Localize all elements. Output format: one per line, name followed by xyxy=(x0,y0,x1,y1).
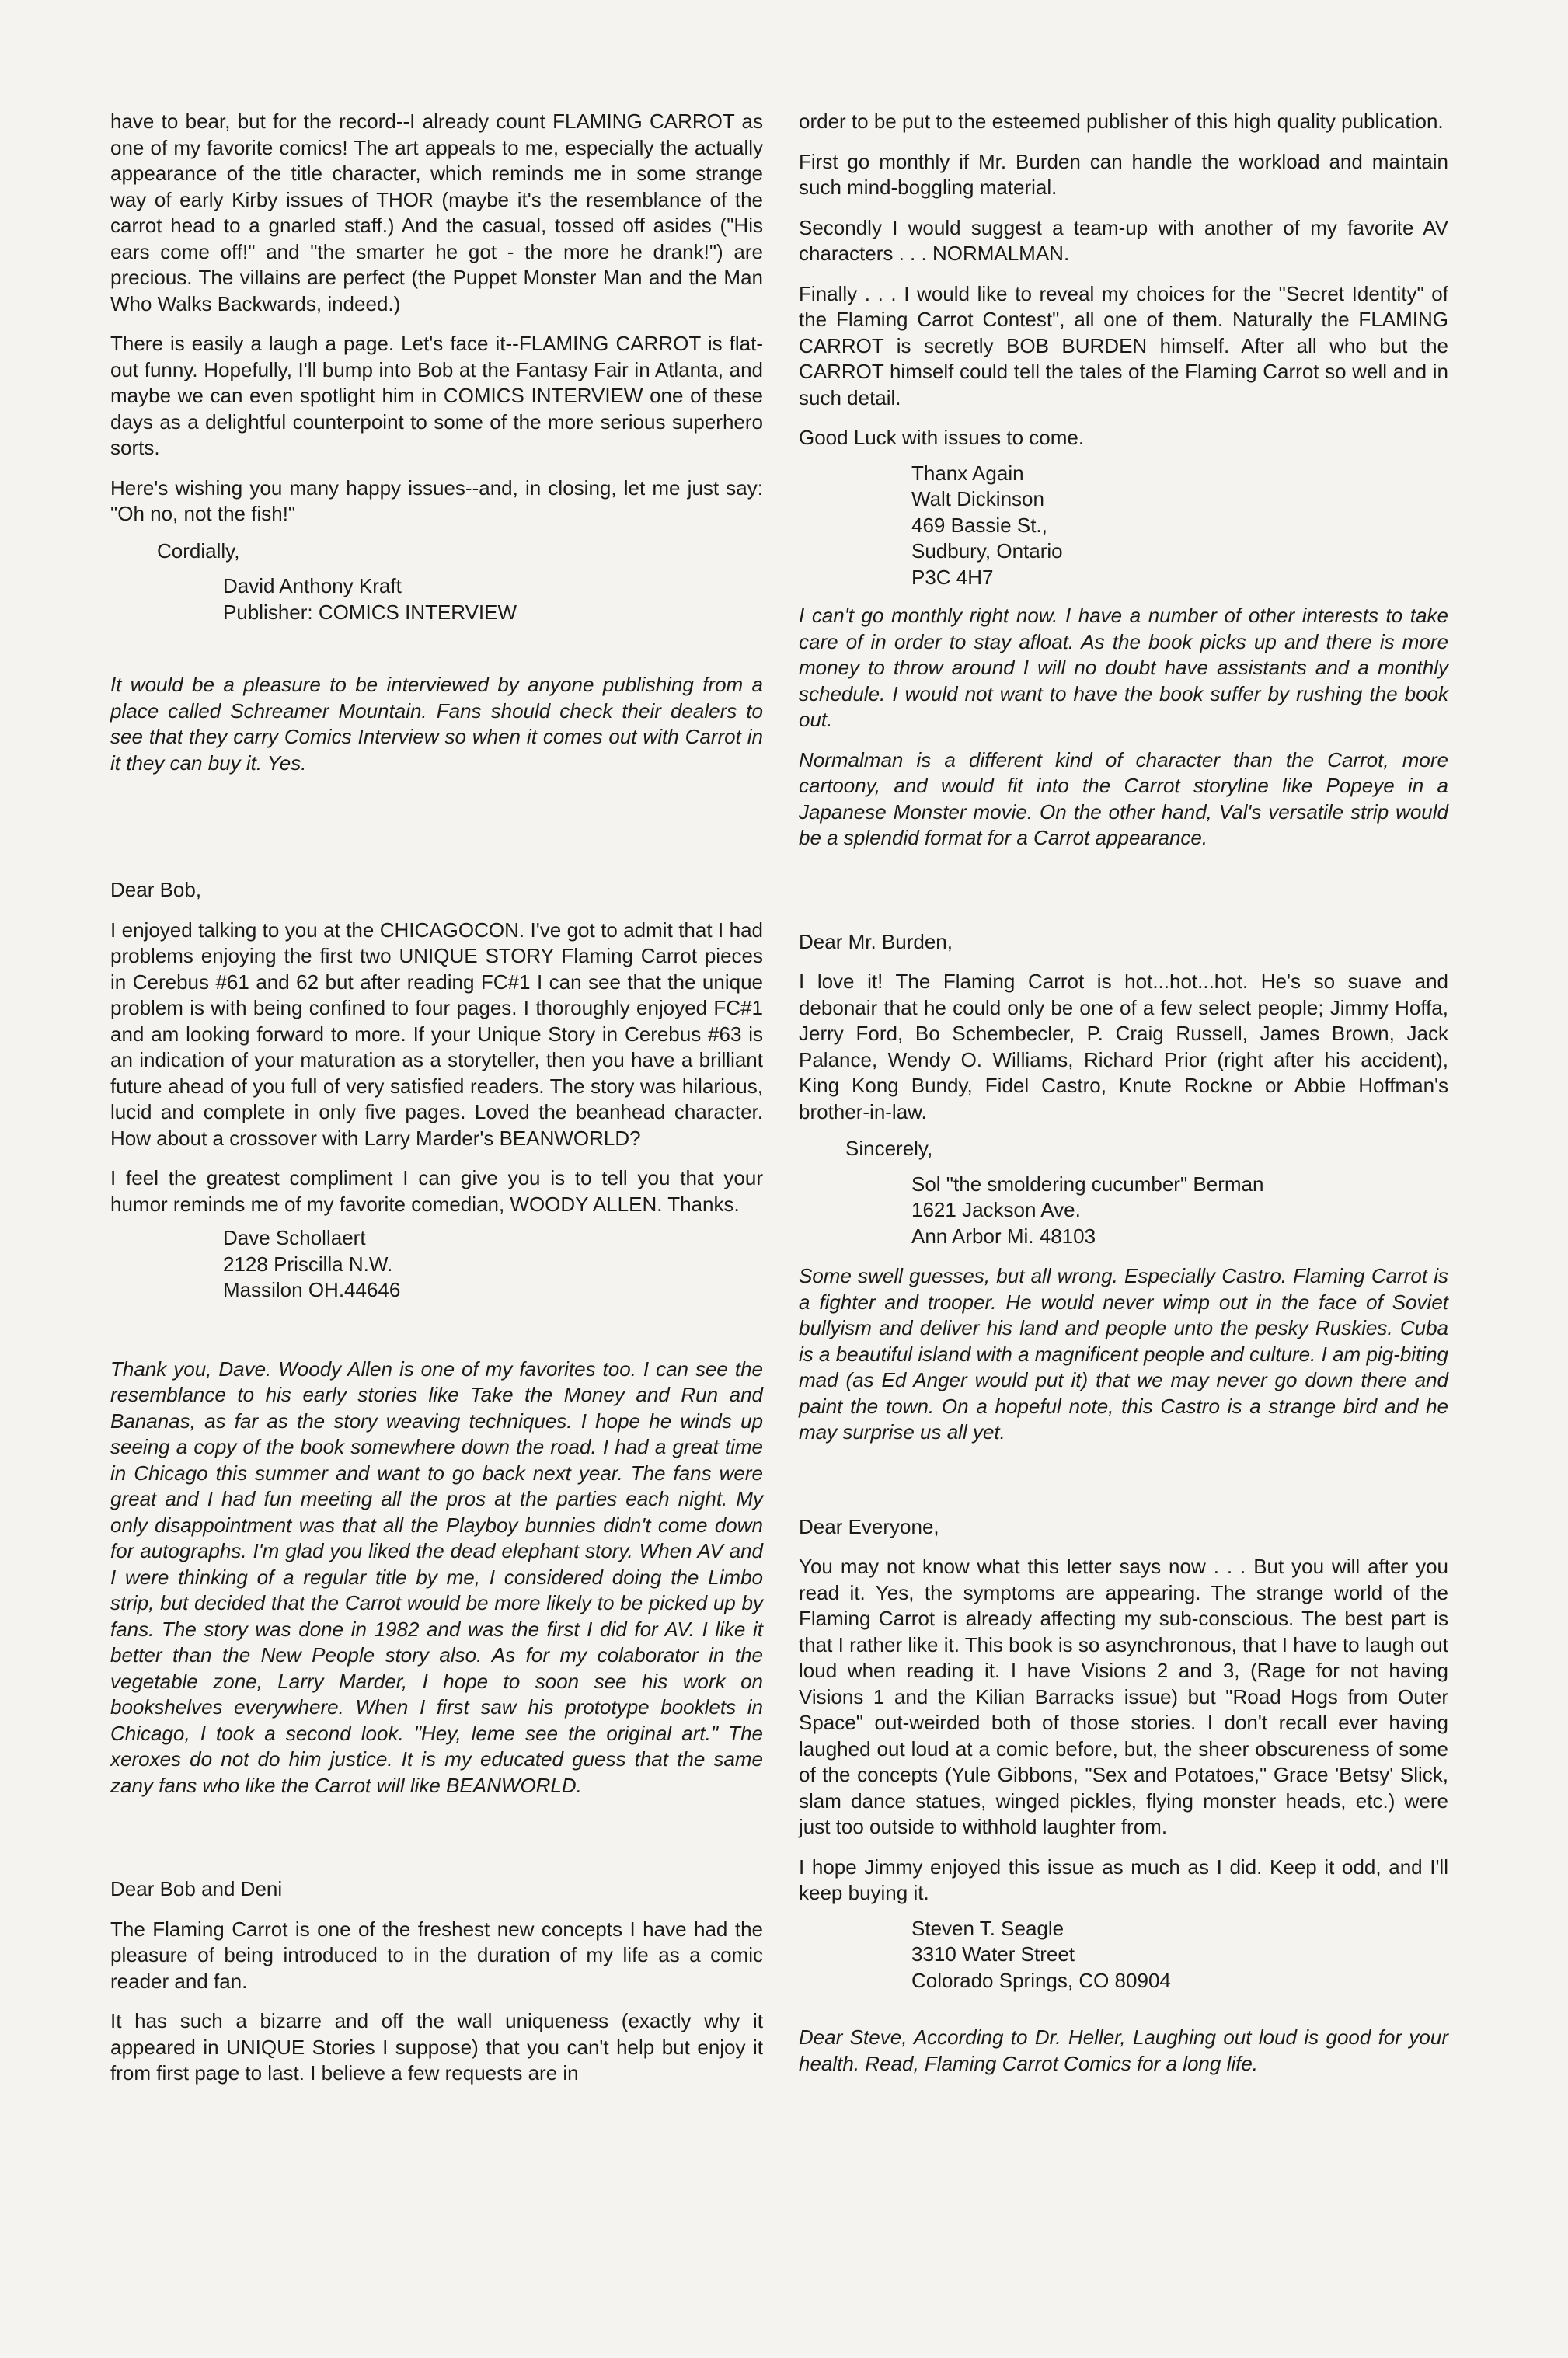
signature-block xyxy=(110,1225,763,1304)
signature-line: Colorado Springs, CO 80904 xyxy=(911,1968,1171,1992)
letter-paragraph: I love it! The Flaming Carrot is hot...hot...hot. He's so suave and debonair that he could only be one of a few select people; Jimmy Hoffa, Jerry Ford, Bo Schembecler, P. Craig Russell, James Brown, Jack Palance, Wendy O. Williams, Richard Prior (right after his accident), King Kong Bundy, Fidel Castro, Knute Rockne or Abbie Hoffman's brother-in-law. xyxy=(799,970,1448,1123)
signature-line: Massilon OH.44646 xyxy=(223,1278,401,1301)
letter-salutation: Dear Bob, xyxy=(110,878,202,901)
letter-paragraph: There is easily a laugh a page. Let's face it--FLAMING CARROT is flat-out funny. Hopefully, I'll bump into Bob at the Fantasy Fair in Atlanta, and maybe we can even spotlight him in COMICS INTERVIEW one of these days as a delightful counterpoint to some of the more serious superhero sorts. xyxy=(110,332,763,459)
signature-line: Sol "the smoldering cucumber" Berman xyxy=(911,1172,1264,1196)
signature-line: Walt Dickinson xyxy=(911,487,1044,510)
editor-reply: It would be a pleasure to be interviewed by anyone publishing from a place called Schreamer Mountain. Fans should check their dealers to see that they carry Comics Interview so when it comes out with Carrot in it they can buy it. Yes. xyxy=(110,673,763,775)
letter-paragraph: have to bear, but for the record--I already count FLAMING CARROT as one of my favorite comics! The art appeals to me, especially the actually appearance of the title character, which reminds me in some strange way of early Kirby issues of THOR (maybe it's the resemblance of the carrot head to a gnarled staff.) And the casual, tossed off asides ("His ears come off!" and "the smarter he got - the more he drank!") are precious. The villains are perfect (the Puppet Monster Man and the Man Who Walks Backwards, indeed.) xyxy=(110,110,763,315)
signature-block xyxy=(799,461,1448,591)
signature-block xyxy=(110,573,763,625)
letter-closing: Sincerely, xyxy=(845,1137,933,1160)
letter-paragraph: Secondly I would suggest a team-up with another of my favorite AV characters . . . NORMALMAN. xyxy=(799,215,1448,265)
editor-reply: Thank you, Dave. Woody Allen is one of my favorites too. I can see the resemblance to his early stories like Take the Money and Run and Bananas, as far as the story weaving techniques. I hope he winds up seeing a copy of the book somewhere down the road. I had a great time in Chicago this summer and want to go back next year. The fans were great and I had fun meeting all the pros at the parties each night. My only disappointment was that all the Playboy bunnies didn't come down for autographs. I'm glad you liked the dead elephant story. When AV and I were thinking of a regular title by me, I considered doing the Limbo strip, but decided that the Carrot would be more likely to be picked up by fans. The story was done in 1982 and was the first I did for AV. I like it better than the New People story also. As for my colaborator in the vegetable zone, Larry Marder, I hope to soon see his work on bookshelves everywhere. When I first saw his prototype booklets in Chicago, I took a second look. "Hey, leme see the original art." The xeroxes do not do him justice. It is my educated guess that the same zany fans who like the Carrot will like BEANWORLD. xyxy=(110,1357,763,1797)
editor-reply: Normalman is a different kind of character than the Carrot, more cartoony, and would fit into the Carrot storyline like Popeye in a Japanese Monster movie. On the other hand, Val's versatile strip would be a splendid format for a Carrot appearance. xyxy=(799,747,1448,849)
letter-paragraph: I hope Jimmy enjoyed this issue as much as I did. Keep it odd, and I'll keep buying it. xyxy=(799,1855,1448,1904)
signature-line: P3C 4H7 xyxy=(911,565,994,589)
editor-reply: I can't go monthly right now. I have a number of other interests to take care of in order to stay afloat. As the book picks up and there is more money to throw around I will no doubt have assistants and a monthly schedule. I would not want to have the book suffer by rushing the book out. xyxy=(799,604,1448,731)
letter-paragraph: Good Luck with issues to come. xyxy=(799,426,1085,449)
signature-line: 1621 Jackson Ave. xyxy=(911,1198,1081,1221)
signature-block xyxy=(799,1172,1448,1250)
letter-salutation: Dear Bob and Deni xyxy=(110,1877,283,1900)
right-column xyxy=(799,109,1448,2077)
letter-closing: Cordially, xyxy=(157,538,240,563)
letter-paragraph: You may not know what this letter says now . . . But you will after you read it. Yes, the symptoms are appearing. The strange world of the Flaming Carrot is already affecting my sub-conscious. The best part is that I rather like it. This book is so asynchronous, that I have to laugh out loud when reading it. I have Visions 2 and 3, (Rage for not having Visions 1 and the Kilian Barracks issue) but "Road Hogs from Outer Space" out-weirded both of those stories. I don't recall ever having laughed out loud at a comic before, but, the sheer obscureness of some of the concepts (Yule Gibbons, "Sex and Potatoes," Grace 'Betsy' Slick, slam dance statues, winged pickles, flying monster heads, etc.) were just too outside to withhold laughter from. xyxy=(799,1555,1448,1838)
signature-line: 3310 Water Street xyxy=(911,1942,1075,1966)
editor-reply: Some swell guesses, but all wrong. Especially Castro. Flaming Carrot is a fighter and trooper. He would never wimp out in the face of Soviet bullyism and deliver his land and people unto the pesky Ruskies. Cuba is a beautiful island with a magnificent people and culture. I am pig-biting mad (as Ed Anger would put it) that we may never go down there and paint the town. On a hopeful note, this Castro is a strange bird and he may surprise us all yet. xyxy=(799,1264,1448,1444)
letter-paragraph: First go monthly if Mr. Burden can handle the workload and maintain such mind-boggling material. xyxy=(799,149,1448,199)
signature-line: Dave Schollaert xyxy=(223,1226,366,1249)
letter-paragraph: I feel the greatest compliment I can give you is to tell you that your humor reminds me of my favorite comedian, WOODY ALLEN. Thanks. xyxy=(110,1166,763,1216)
signature-line: Thanx Again xyxy=(911,461,1024,485)
signature-line: Sudbury, Ontario xyxy=(911,539,1063,563)
signature-line: Publisher: COMICS INTERVIEW xyxy=(223,600,517,624)
letter-paragraph: Finally . . . I would like to reveal my choices for the "Secret Identity" of the Flaming Carrot Contest", all one of them. Naturally the FLAMING CARROT is secretly BOB BURDEN himself. After all who but the CARROT himself could tell the tales of the Flaming Carrot so well and in such detail. xyxy=(799,281,1448,409)
letter-paragraph: order to be put to the esteemed publisher of this high quality publication. xyxy=(799,110,1444,133)
signature-line: 469 Bassie St., xyxy=(911,513,1047,537)
letter-paragraph: The Flaming Carrot is one of the freshest new concepts I have had the pleasure of being introduced to in the duration of my life as a comic reader and fan. xyxy=(110,1917,763,1993)
letter-paragraph: I enjoyed talking to you at the CHICAGOCON. I've got to admit that I had problems enjoying the first two UNIQUE STORY Flaming Carrot pieces in Cerebus #61 and 62 but after reading FC#1 I can see that the unique problem is with being confined to four pages. I thoroughly enjoyed FC#1 and am looking forward to more. If your Unique Story in Cerebus #63 is an indication of your maturation as a storyteller, then you have a brilliant future ahead of you full of very satisfied readers. The story was hilarious, lucid and complete in only five pages. Loved the beanhead character. How about a crossover with Larry Marder's BEANWORLD? xyxy=(110,918,763,1150)
signature-line: 2128 Priscilla N.W. xyxy=(223,1252,393,1276)
signature-line: Ann Arbor Mi. 48103 xyxy=(911,1224,1096,1248)
letter-salutation: Dear Mr. Burden, xyxy=(799,929,953,953)
signature-block xyxy=(799,1916,1448,1994)
letter-salutation: Dear Everyone, xyxy=(799,1514,939,1538)
signature-line: Steven T. Seagle xyxy=(911,1916,1064,1940)
letter-paragraph: It has such a bizarre and off the wall uniqueness (exactly why it appeared in UNIQUE Stories I suppose) that you can't help but enjoy it from first page to last. I believe a few requests are in xyxy=(110,2009,763,2085)
letter-paragraph: Here's wishing you many happy issues--and, in closing, let me just say: "Oh no, not the fish!" xyxy=(110,475,763,525)
signature-line: David Anthony Kraft xyxy=(223,574,402,597)
left-column xyxy=(110,109,763,2087)
editor-reply: Dear Steve, According to Dr. Heller, Laughing out loud is good for your health. Read, Flaming Carrot Comics for a long life. xyxy=(799,2025,1448,2075)
